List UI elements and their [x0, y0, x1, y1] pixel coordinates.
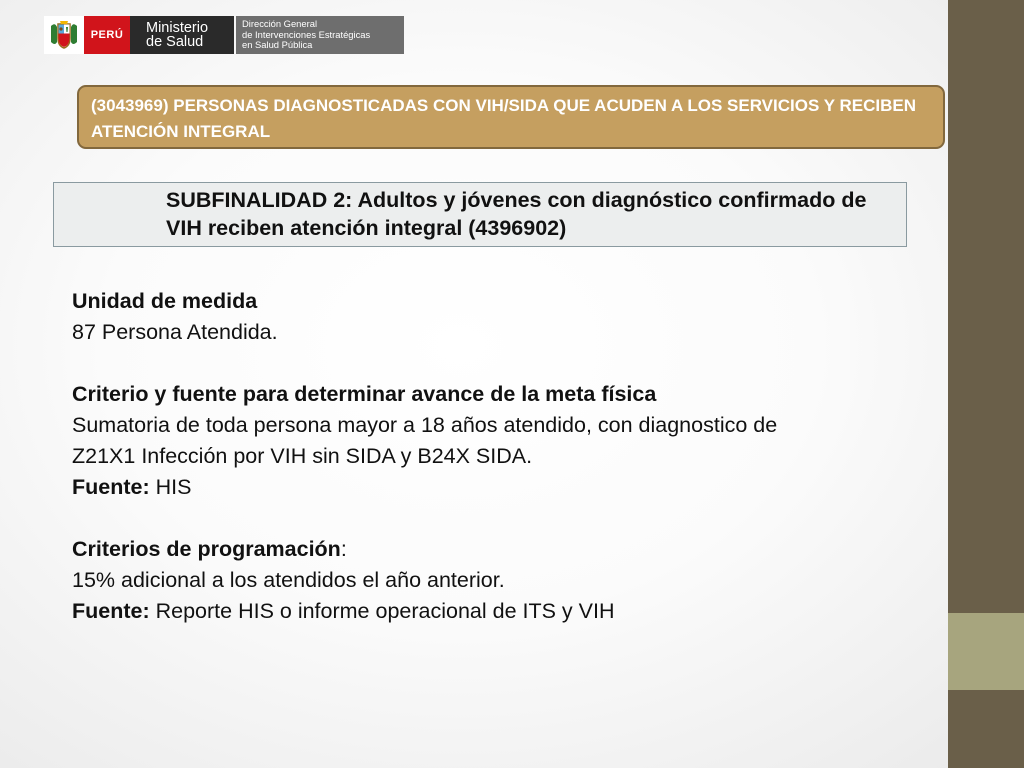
criterio-heading: Criterio y fuente para determinar avance de la meta física: [72, 382, 657, 406]
programacion-source: [72, 596, 932, 627]
ministry-name: [130, 16, 234, 54]
ministry-logo: [44, 16, 404, 54]
criterio-line-1: Sumatoria de toda persona mayor a 18 años atendido, con diagnostico de: [72, 413, 778, 437]
programacion-heading: Criterios de programación: [72, 537, 341, 561]
ministry-name-line1: Ministerio: [146, 20, 209, 36]
criterio-line-2: Z21X1 Infección por VIH sin SIDA y B24X SIDA.: [72, 444, 533, 468]
spacer: [72, 503, 932, 534]
programacion-source-value: Reporte HIS o informe operacional de ITS y VIH: [149, 599, 615, 623]
programacion-source-label: Fuente:: [72, 599, 150, 623]
criterio-source-value: HIS: [149, 475, 192, 499]
peru-label: PERÚ: [84, 16, 130, 54]
spacer: [72, 348, 932, 379]
slide-body: [72, 286, 932, 627]
program-title-banner: (3043969) PERSONAS DIAGNOSTICADAS CON VIH/SIDA QUE ACUDEN A LOS SERVICIOS Y RECIBEN ATENCIÓN INTEGRAL: [77, 85, 945, 149]
programacion-heading-suffix: :: [340, 537, 347, 561]
direction-name-line1: Dirección General: [242, 18, 318, 29]
side-decoration-accent: [948, 613, 1024, 690]
direction-name-line3: en Salud Pública: [242, 39, 313, 50]
peru-coat-of-arms-icon: [44, 16, 84, 54]
programacion-line-1: 15% adicional a los atendidos el año anterior.: [72, 568, 505, 592]
subfinalidad-box: SUBFINALIDAD 2: Adultos y jóvenes con diagnóstico confirmado de VIH reciben atención integral (4396902): [53, 182, 907, 247]
direction-name-line2: de Intervenciones Estratégicas: [242, 28, 371, 40]
criterio-source: [72, 472, 932, 503]
unidad-heading: Unidad de medida: [72, 289, 258, 313]
programacion-heading-line: [72, 534, 932, 565]
direction-name: [236, 16, 404, 54]
unidad-value: 87 Persona Atendida.: [72, 320, 278, 344]
ministry-name-line2: de Salud: [146, 34, 204, 50]
criterio-source-label: Fuente:: [72, 475, 150, 499]
